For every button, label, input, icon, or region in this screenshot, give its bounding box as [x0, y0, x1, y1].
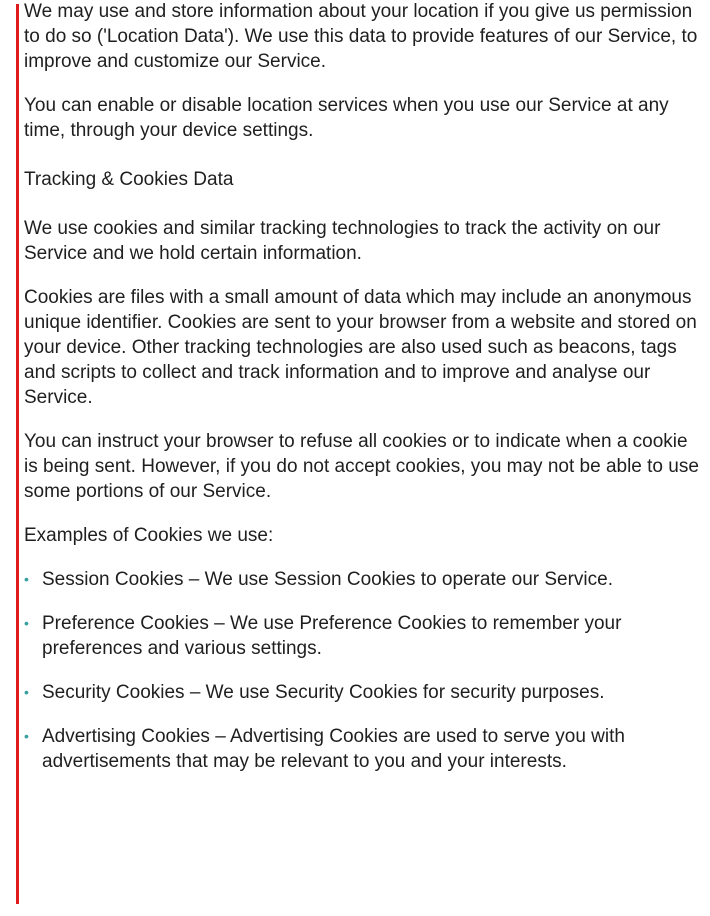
list-item: [24, 724, 700, 774]
list-item-text: Session Cookies – We use Session Cookies to operate our Service.: [42, 569, 614, 590]
cookies-definition-paragraph: Cookies are files with a small amount of data which may include an anonymous unique identifier. Cookies are sent to your browser from a website and stored on your device. Other tracking technologies are also used such as beacons, tags and scripts to collect and track information and to improve and analyse our Service.: [24, 287, 697, 408]
refuse-cookies-paragraph: You can instruct your browser to refuse all cookies or to indicate when a cookie is being sent. However, if you do not accept cookies, you may not be able to use some portions of our Service.: [24, 431, 699, 502]
list-item-text: Preference Cookies – We use Preference Cookies to remember your preferences and various settings.: [42, 613, 622, 659]
list-item: [24, 611, 700, 661]
policy-content: [24, 0, 700, 793]
list-item-text: Advertising Cookies – Advertising Cookies are used to serve you with advertisements that may be relevant to you and your interests.: [42, 726, 625, 772]
examples-heading: Examples of Cookies we use:: [24, 525, 274, 546]
cookie-examples-list: [24, 567, 700, 774]
list-item: [24, 680, 700, 705]
bullet-icon: •: [24, 684, 29, 700]
tracking-cookies-heading: Tracking & Cookies Data: [24, 169, 234, 190]
location-settings-paragraph: You can enable or disable location services when you use our Service at any time, through your device settings.: [24, 95, 669, 141]
bullet-icon: •: [24, 615, 29, 631]
left-accent-bar: [16, 4, 19, 904]
location-data-paragraph: We may use and store information about your location if you give us permission to do so ('Location Data'). We use this data to provide features of our Service, to improve and customize our Service.: [24, 1, 698, 72]
tracking-intro-paragraph: We use cookies and similar tracking technologies to track the activity on our Service and we hold certain information.: [24, 218, 661, 264]
bullet-icon: •: [24, 571, 29, 587]
list-item-text: Security Cookies – We use Security Cookies for security purposes.: [42, 682, 605, 703]
bullet-icon: •: [24, 728, 29, 744]
list-item: [24, 567, 700, 592]
